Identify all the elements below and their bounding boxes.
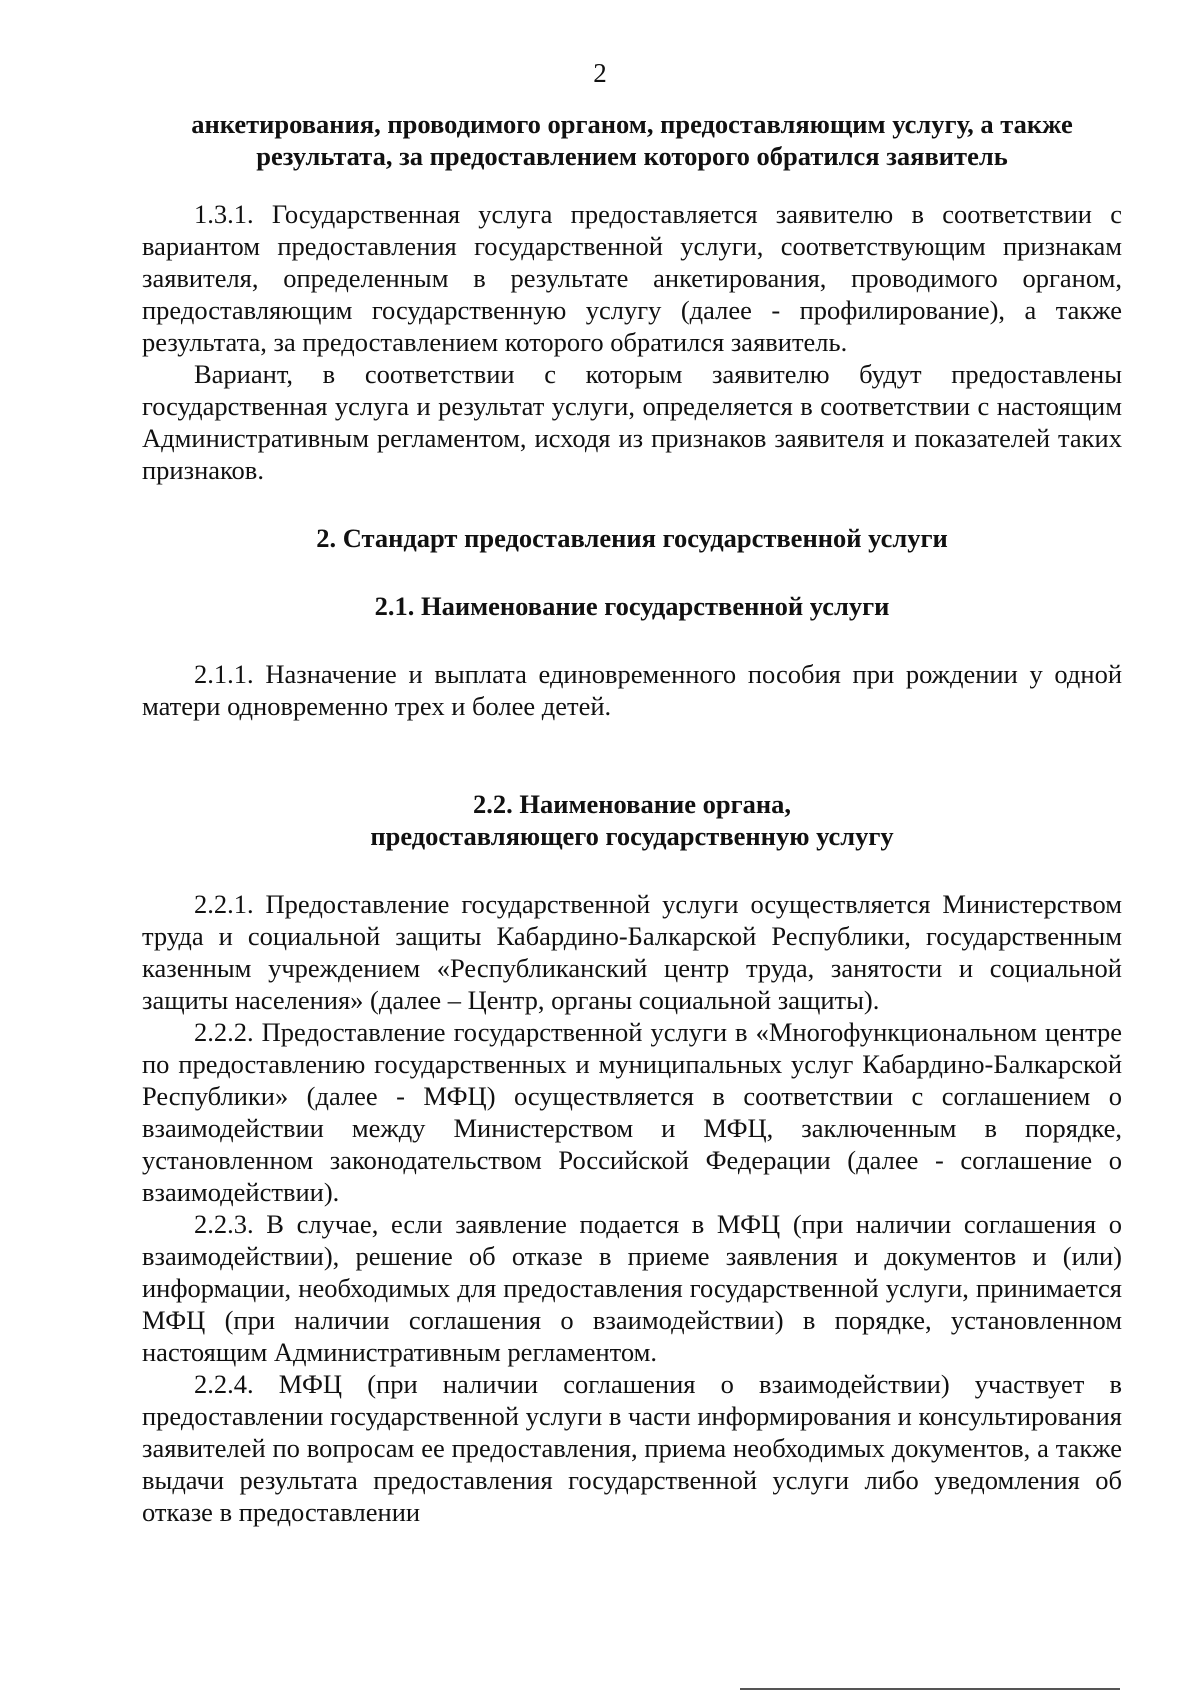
- heading-line: 2.2. Наименование органа,: [472, 789, 792, 819]
- heading-line: анкетирования, проводимого органом, предоставляющим услугу, а также: [191, 109, 1073, 139]
- scan-edge-line: [740, 1688, 1120, 1690]
- section-heading-2-2: [142, 788, 1122, 852]
- spacer: [142, 622, 1122, 658]
- section-heading-2-1: 2.1. Наименование государственной услуги: [374, 591, 890, 621]
- section-heading-2: 2. Стандарт предоставления государственной услуги: [316, 523, 948, 553]
- spacer: [142, 172, 1122, 198]
- paragraph-1-3-variant: Вариант, в соответствии с которым заявителю будут предоставлены государственная услуга и результат услуги, определяется в соответствии с настоящим Административным регламентом, исходя из признаков заявителя и показателей таких признаков.: [142, 359, 1122, 485]
- spacer: [142, 852, 1122, 888]
- paragraph-2-1-1: 2.1.1. Назначение и выплата единовременного пособия при рождении у одной матери одновременно трех и более детей.: [142, 659, 1122, 721]
- spacer: [142, 554, 1122, 590]
- paragraph-2-2-3: 2.2.3. В случае, если заявление подается в МФЦ (при наличии соглашения о взаимодействии), решение об отказе в приеме заявления и документов и (или) информации, необходимых для предоставления государственной услуги, принимается МФЦ (при наличии соглашения о взаимодействии) в порядке, установленном настоящим Административным регламентом.: [142, 1209, 1122, 1367]
- paragraph-2-2-2: 2.2.2. Предоставление государственной услуги в «Многофункциональном центре по предоставлению государственных и муниципальных услуг Кабардино-Балкарской Республики» (далее - МФЦ) осуществляется в соответствии с соглашением о взаимодействии между Министерством и МФЦ, заключенным в порядке, установленном законодательством Российской Федерации (далее - соглашение о взаимодействии).: [142, 1017, 1122, 1207]
- spacer: [142, 486, 1122, 522]
- document-body: [142, 108, 1122, 1528]
- paragraph-2-2-1: 2.2.1. Предоставление государственной услуги осуществляется Министерством труда и социальной защиты Кабардино-Балкарской Республики, государственным казенным учреждением «Республиканский центр труда, занятости и социальной защиты населения» (далее – Центр, органы социальной защиты).: [142, 889, 1122, 1015]
- section-heading-1-3: [142, 108, 1122, 172]
- heading-line: предоставляющего государственную услугу: [370, 821, 894, 851]
- spacer: [142, 722, 1122, 788]
- page-number: 2: [593, 58, 607, 88]
- heading-line: результата, за предоставлением которого обратился заявитель: [256, 141, 1008, 171]
- paragraph-1-3-1: 1.3.1. Государственная услуга предоставляется заявителю в соответствии с вариантом предоставления государственной услуги, соответствующим признакам заявителя, определенным в результате анкетирования, проводимого органом, предоставляющим государственную услугу (далее - профилирование), а также результата, за предоставлением которого обратился заявитель.: [142, 199, 1122, 357]
- paragraph-2-2-4: 2.2.4. МФЦ (при наличии соглашения о взаимодействии) участвует в предоставлении государственной услуги в части информирования и консультирования заявителей по вопросам ее предоставления, приема необходимых документов, а также выдачи результата предоставления государственной услуги либо уведомления об отказе в предоставлении: [142, 1369, 1122, 1527]
